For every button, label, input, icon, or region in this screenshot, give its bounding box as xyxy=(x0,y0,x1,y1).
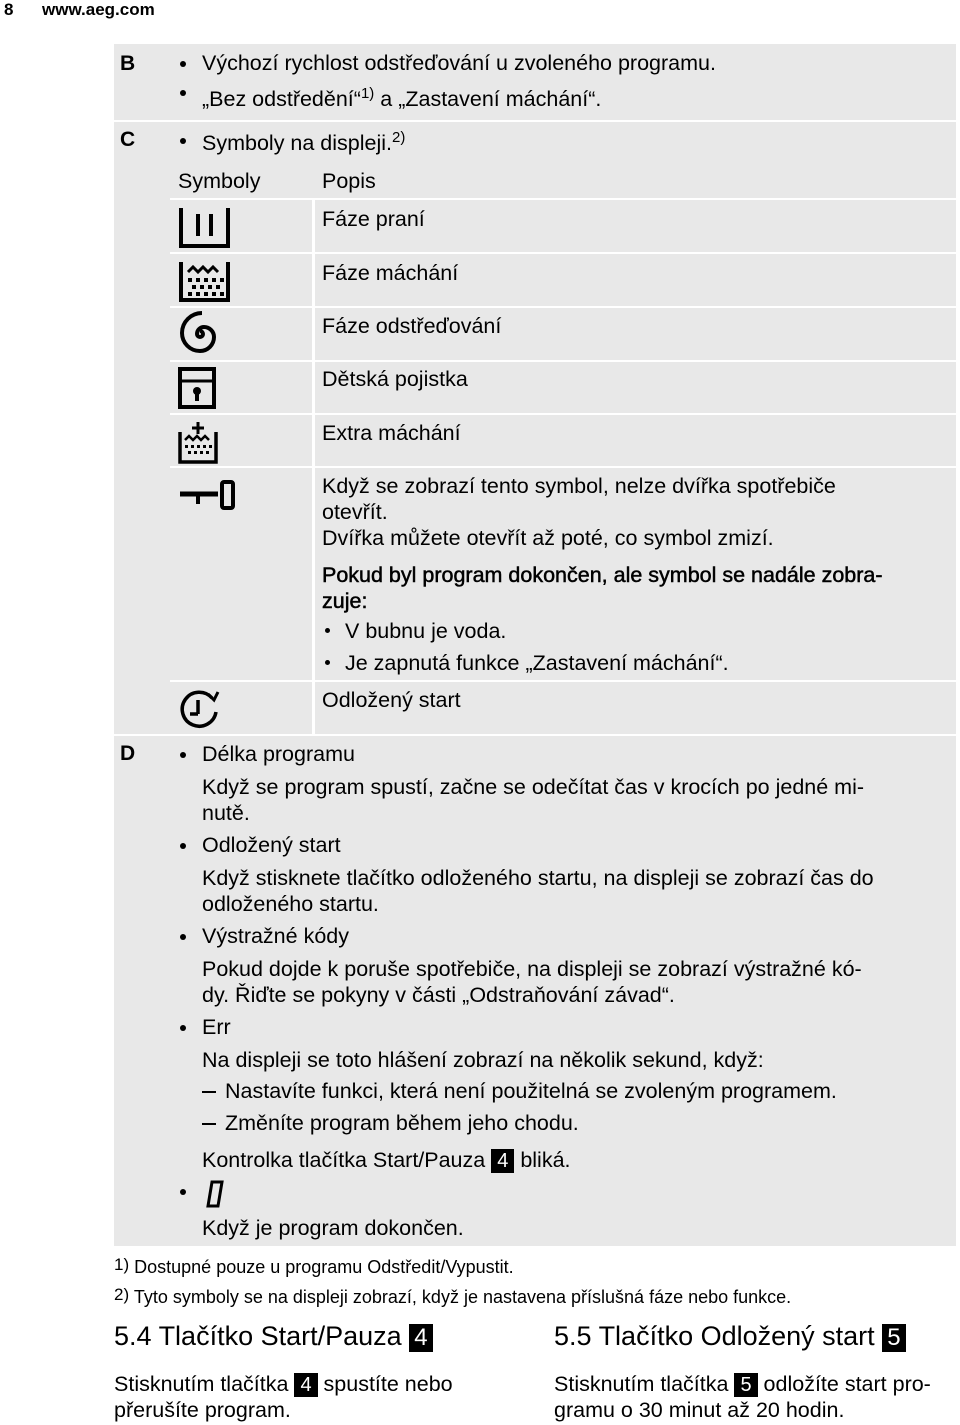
bullet xyxy=(325,660,330,665)
symbol-desc: Fáze máchání xyxy=(322,261,459,285)
row-line xyxy=(170,680,956,682)
d-item-text: Když stisknete tlačítko odloženého startu, na displeji se zobrazí čas do xyxy=(202,866,874,890)
d-item-text: Když se program spustí, začne se odečítat čas v krocích po jedné mi- xyxy=(202,775,865,799)
delay-start-desc: Odložený start xyxy=(322,688,461,712)
wash-phase-icon xyxy=(178,206,232,250)
row-line xyxy=(170,360,956,362)
d-item-text: nutě. xyxy=(202,801,250,825)
row-b-line1: Výchozí rychlost odstřeďování u zvoleného programu. xyxy=(202,51,716,75)
button-number-badge: 5 xyxy=(882,1324,905,1352)
d-item-text: dy. Řiďte se pokyny v části „Odstraňování závad“. xyxy=(202,983,675,1007)
door-lock-text: Dvířka můžete otevřít až poté, co symbol zmizí. xyxy=(322,526,774,550)
site-url: www.aeg.com xyxy=(42,0,155,19)
d-item-title: Err xyxy=(202,1015,231,1039)
row-c-line1: Symboly na displeji.$^{2)}$ xyxy=(202,129,406,155)
symbol-desc: Dětská pojistka xyxy=(322,367,468,391)
bullet xyxy=(180,61,186,67)
bullet xyxy=(180,843,186,849)
d-item-title: Délka programu xyxy=(202,742,355,766)
bullet xyxy=(180,934,186,940)
d-item-text: Kontrolka tlačítka Start/Pauza 4 bliká. xyxy=(202,1148,571,1172)
door-lock-bold: zuje: xyxy=(322,589,368,613)
d-item-text: Na displeji se toto hlášení zobrazí na několik sekund, když: xyxy=(202,1048,764,1072)
d-item-dash-text: Změníte program během jeho chodu. xyxy=(225,1111,579,1135)
row-c-background xyxy=(114,122,956,734)
end-symbol-zero-icon xyxy=(205,1180,225,1208)
button-number-badge: 4 xyxy=(409,1324,432,1352)
page-number: 8 xyxy=(4,0,14,19)
symbol-desc: Fáze odstřeďování xyxy=(322,314,502,338)
door-lock-bold: Pokud byl program dokončen, ale symbol se nadále zobra- xyxy=(322,563,883,587)
spin-phase-icon xyxy=(178,312,222,356)
row-line xyxy=(170,466,956,468)
button-number-badge: 4 xyxy=(491,1149,514,1173)
bullet xyxy=(180,138,186,144)
door-lock-key-icon xyxy=(178,480,238,512)
door-lock-text: Když se zobrazí tento symbol, nelze dvířka spotřebiče xyxy=(322,474,836,498)
section-5-5-heading: 5.5 Tlačítko Odložený start 5 xyxy=(554,1320,906,1352)
section-5-4-text: Stisknutím tlačítka 4 spustíte nebo xyxy=(114,1372,453,1396)
section-5-5-text: Stisknutím tlačítka 5 odložíte start pro- xyxy=(554,1372,931,1396)
symbol-desc: Fáze praní xyxy=(322,207,425,231)
bullet xyxy=(325,628,330,633)
footnote-1: 1) Dostupné pouze u programu Odstředit/Vypustit. xyxy=(114,1255,514,1277)
door-lock-bullet: V bubnu je voda. xyxy=(345,619,507,643)
d-item-title: Odložený start xyxy=(202,833,341,857)
footnote-2: 2) Tyto symboly se na displeji zobrazí, když je nastavena příslušná fáze nebo funkce. xyxy=(114,1285,792,1307)
bullet xyxy=(180,1189,186,1195)
delay-start-icon xyxy=(178,688,222,732)
d-item-text: Když je program dokončen. xyxy=(202,1216,464,1240)
d-item-text: odloženého startu. xyxy=(202,892,379,916)
row-letter-b: B xyxy=(120,52,136,75)
section-5-5-text: gramu o 30 minut až 20 hodin. xyxy=(554,1398,845,1422)
d-item-title: Výstražné kódy xyxy=(202,924,349,948)
bullet xyxy=(180,1025,186,1031)
button-number-badge: 4 xyxy=(294,1373,317,1397)
dash xyxy=(202,1091,216,1093)
section-5-4-text: přerušíte program. xyxy=(114,1398,291,1422)
row-line xyxy=(170,413,956,415)
child-lock-icon xyxy=(178,367,218,411)
d-item-dash-text: Nastavíte funkci, která není použitelná se zvoleným programem. xyxy=(225,1079,837,1103)
row-b-line2: „Bez odstředění“$^{1)}$ a „Zastavení máchání“. xyxy=(202,85,602,111)
rinse-phase-icon xyxy=(178,260,232,304)
bullet xyxy=(180,90,186,96)
dash xyxy=(202,1123,216,1125)
column-header-description: Popis xyxy=(322,169,376,193)
column-header-symbols: Symboly xyxy=(178,169,261,193)
d-item-text: Pokud dojde k poruše spotřebiče, na displeji se zobrazí výstražné kó- xyxy=(202,957,862,981)
row-letter-c: C xyxy=(120,128,136,151)
section-5-4-heading: 5.4 Tlačítko Start/Pauza 4 xyxy=(114,1320,433,1352)
row-line xyxy=(170,198,956,200)
button-number-badge: 5 xyxy=(734,1373,757,1397)
row-line xyxy=(170,252,956,254)
row-letter-d: D xyxy=(120,742,136,765)
bullet xyxy=(180,752,186,758)
row-line xyxy=(170,306,956,308)
extra-rinse-icon xyxy=(178,420,218,464)
door-lock-text: otevřít. xyxy=(322,500,388,524)
symbol-desc: Extra máchání xyxy=(322,421,461,445)
door-lock-bullet: Je zapnutá funkce „Zastavení máchání“. xyxy=(345,651,729,675)
